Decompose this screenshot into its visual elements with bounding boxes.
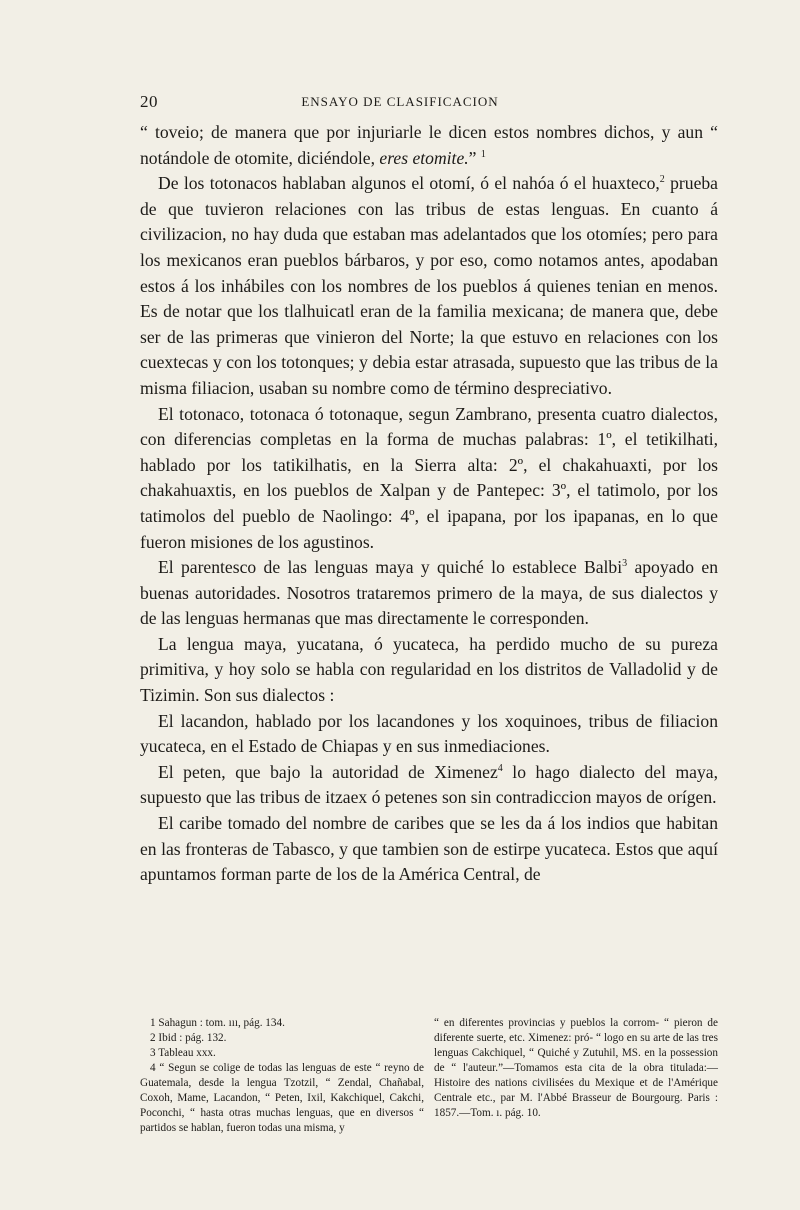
- footnote: 4 “ Segun se colige de todas las lenguas de este “ reyno de Guatemala, desde la lengua Tzotzil, “ Zendal, Chañabal, Coxoh, Mame, Lacandon, “ Peten, Ixil, Kakchiquel, Cakchi, Poconchi, “ hasta otras muchas lenguas, que en diversos “ partidos se hablan, fueron todas una misma, y: [140, 1062, 424, 1134]
- paragraph: “ toveio; de manera que por injuriarle le dicen estos nombres dichos, y aun “ notándole de otomite, diciéndole, eres etomite.” $^1$: [140, 122, 718, 168]
- footnote-ref: 2: [659, 174, 665, 186]
- footnotes-left-column: [140, 1016, 424, 1136]
- footnote: 3 Tableau xxx.: [150, 1047, 216, 1059]
- paragraph: El totonaco, totonaca ó totonaque, segun Zambrano, presenta cuatro dialectos, con diferencias completas en la forma de muchas palabras: 1º, el tetikilhati, hablado por los tatikilhatis, en la Sierra alta: 2º, el chakahuaxti, por los chakahuaxtis, en los pueblos de Xalpan y de Pantepec: 3º, el tatimolo, por los tatimolos del pueblo de Naolingo: 4º, el ipapana, por los ipapanas, en lo que fueron misiones de los agustinos.: [140, 403, 718, 552]
- paragraph: El lacandon, hablado por los lacandones y los xoquinoes, tribus de filiacion yucateca, en el Estado de Chiapas y en sus inmediaciones.: [140, 710, 718, 757]
- paragraph: El caribe tomado del nombre de caribes que se les da á los indios que habitan en las fronteras de Tabasco, y que tambien son de estirpe yucateca. Estos que aquí apuntamos forman parte de los de la América Central, de: [140, 813, 718, 885]
- paragraph: La lengua maya, yucatana, ó yucateca, ha perdido mucho de su pureza primitiva, y hoy solo se habla con regularidad en los distritos de Valladolid y de Tizimin. Son sus dialectos :: [140, 633, 718, 706]
- paragraph: El parentesco de las lenguas maya y quiché lo establece Balbi$^3$ apoyado en buenas autoridades. Nosotros trataremos primero de la maya, de sus dialectos y de las lenguas hermanas que mas directamente le corresponden.: [140, 557, 718, 629]
- footnote-ref: 3: [622, 558, 628, 570]
- footnotes-right-column: [434, 1016, 718, 1136]
- page-header: [140, 92, 660, 112]
- paragraph: El peten, que bajo la autoridad de Ximenez$^4$ lo hago dialecto del maya, supuesto que las tribus de itzaex ó petenes son sin contradiccion mayos de orígen.: [140, 761, 718, 808]
- page-number: 20: [140, 92, 158, 111]
- footnote: 2 Ibid : pág. 132.: [150, 1032, 227, 1044]
- footnotes: [140, 1016, 718, 1136]
- footnote-continuation: “ en diferentes provincias y pueblos la corrom- “ pieron de diferente suerte, etc. Ximenez: pró- “ logo en su arte de las tres lenguas Cakchiquel, “ Quiché y Zutuhil, MS. en la possession de “ l'auteur.”—Tomamos esta cita de la obra titulada:—Histoire des nations civilisées du Mexique et de l'Amérique Centrale etc., par M. l'Abbé Brasseur de Bourgourg. Paris : 1857.—Tom. ı. pág. 10.: [434, 1017, 718, 1119]
- footnote-ref: 1: [480, 148, 486, 160]
- body-text: [140, 120, 718, 888]
- running-title: ENSAYO DE CLASIFICACION: [301, 94, 499, 109]
- quoted-term: eres etomite.: [379, 147, 469, 168]
- paragraph: De los totonacos hablaban algunos el otomí, ó el nahóa ó el huaxteco,$^2$ prueba de que tuvieron relaciones con las tribus de estas lenguas. En cuanto á civilizacion, no hay duda que estaban mas adelantados que los otomíes; pero para los mexicanos eran pueblos bárbaros, y por eso, como notamos antes, apodaban estos á los inhábiles con los nombres de los pueblos á quienes tenian en menos. Es de notar que los tlalhuicatl eran de la familia mexicana; de manera que, debe ser de las primeras que vinieron del Norte; la que estuvo en relaciones con los cuextecas y con los totonques; y debia estar atrasada, supuesto que las tribus de la misma filiacion, usaban su nombre como de término despreciativo.: [140, 173, 718, 398]
- footnote-ref: 4: [497, 762, 503, 774]
- footnote: 1 Sahagun : tom. ııı, pág. 134.: [150, 1017, 285, 1029]
